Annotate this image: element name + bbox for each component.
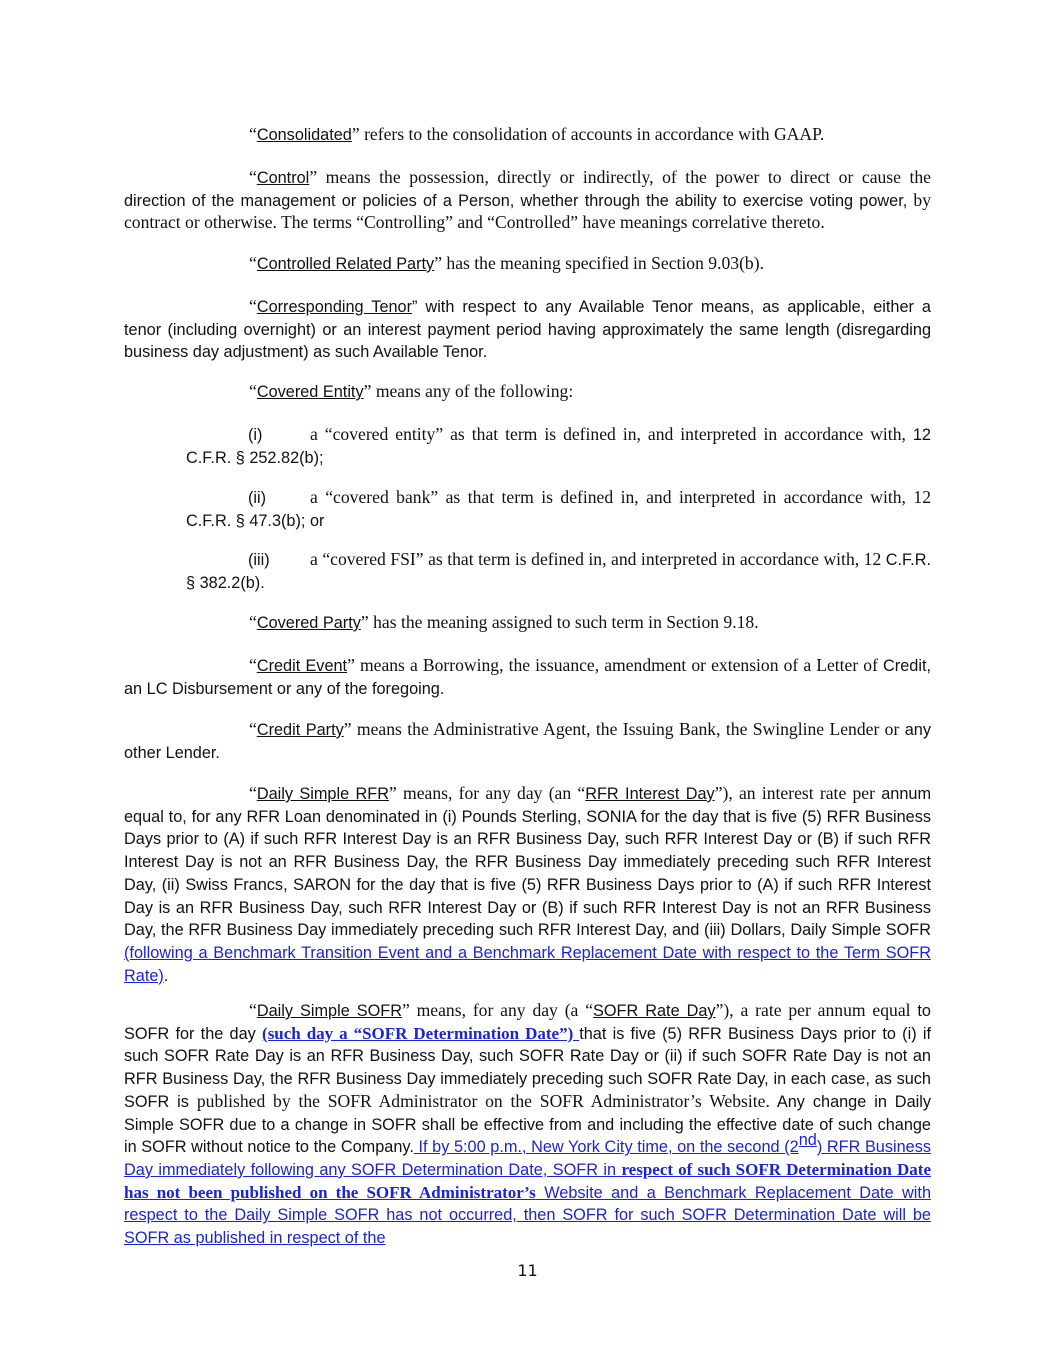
defined-term: Control <box>256 169 310 187</box>
inserted-text: If by 5:00 p.m., New York City time, on the second (2 <box>413 1138 799 1157</box>
inserted-text: (following a Benchmark Transition Event and a Benchmark Replacement Date with respect to the Term SOFR Rate) <box>124 943 931 985</box>
list-item-text: C.F.R. § 47.3(b); or <box>186 511 325 530</box>
definition-text: ”), an interest rate per <box>714 783 882 803</box>
defined-term: Consolidated <box>256 126 352 144</box>
definition-text: ” means, for any day (a “ <box>401 1000 594 1020</box>
definition-text: ”), a rate per annum equal <box>715 1000 918 1020</box>
list-item-text: a “covered FSI” as that term is defined in, and interpreted in accordance with, 12 <box>310 549 886 569</box>
list-item-text: 12 C.F.R. § 252.82(b); <box>186 426 931 467</box>
definition-controlled-related-party: “Controlled Related Party” has the meaning specified in Section 9.03(b). <box>249 253 764 273</box>
definition-control: “Control” means the possession, directly or indirectly, of the power to direct or cause the direction of the management or policies of a Person, whether through the ability to exercise voting power, by contract or otherwise. The terms “Controlling” and “Controlled” have meanings correlative thereto. <box>124 167 931 233</box>
definition-text: that is five (5) RFR Business Days prior to (i) if such SOFR Rate Day is an RFR Business Day, such SOFR Rate Day or (ii) if such SOFR Rate Day is not an RFR Business Day, the RFR Business Day immediately preceding such SOFR Rate Day, in each case, as such SOFR is <box>124 1024 931 1111</box>
definition-text: published by the SOFR Administrator on the SOFR Administrator’s Website. <box>196 1090 770 1111</box>
definition-text: ” has the meaning assigned to such term in Section 9.18. <box>360 612 759 632</box>
definition-text: ” means the Administrative Agent, the Issuing Bank, the Swingline Lender or <box>343 719 905 739</box>
defined-term: Covered Party <box>256 614 361 632</box>
definition-text: to SOFR for the day <box>124 1002 931 1043</box>
definition-corresponding-tenor: “Corresponding Tenor” with respect to any Available Tenor means, as applicable, either a tenor (including overnight) or an interest payment period having approximately the same length (disregarding business day adjustment) as such Available Tenor. <box>124 296 931 362</box>
definition-credit-party: “Credit Party” means the Administrative Agent, the Issuing Bank, the Swingline Lender or any other Lender. <box>124 719 931 762</box>
definition-text: Any change in Daily Simple SOFR due to a change in SOFR shall be effective from and including the effective date of such change in SOFR without notice to the Company. <box>124 1092 931 1157</box>
defined-term: Credit Event <box>256 657 348 675</box>
defined-term: RFR Interest Day <box>585 785 715 803</box>
defined-term: Credit Party <box>256 721 344 739</box>
definition-text: ” means the possession, directly or indirectly, of the power to direct or cause the <box>309 167 931 187</box>
list-item-text: a “covered bank” as that term is defined in, and interpreted in accordance with, 12 <box>310 487 931 507</box>
definition-consolidated: “Consolidated” refers to the consolidation of accounts in accordance with GAAP. <box>249 124 825 144</box>
definition-text: Credit, an LC Disbursement or any of the foregoing. <box>124 657 931 698</box>
page-number: 11 <box>517 1261 538 1280</box>
definition-text: ” means any of the following: <box>363 381 574 401</box>
definition-text: any other Lender. <box>124 721 931 762</box>
definition-daily-simple-rfr: “Daily Simple RFR” means, for any day (an “RFR Interest Day”), an interest rate per annum equal to, for any RFR Loan denominated in (i) Pounds Sterling, SONIA for the day that is five (5) RFR Business Days prior to (A) if such RFR Interest Day is an RFR Business Day, such RFR Interest Day or (B) if such RFR Interest Day is not an RFR Business Day, the RFR Business Day immediately preceding such RFR Interest Day, (ii) Swiss Francs, SARON for the day that is five (5) RFR Business Days prior to (A) if such RFR Interest Day is an RFR Business Day, such RFR Interest Day or (B) if such RFR Interest Day is not an RFR Business Day, the RFR Business Day immediately preceding such RFR Interest Day, and (iii) Dollars, Daily Simple SOFR (following a Benchmark Transition Event and a Benchmark Replacement Date with respect to the Term SOFR Rate). <box>124 783 932 985</box>
definition-text: ” means a Borrowing, the issuance, amendment or extension of a Letter of <box>347 655 884 675</box>
definition-text: by contract or otherwise. The terms “Controlling” and “Controlled” have meanings correlative thereto. <box>124 189 931 233</box>
definition-text: annum equal to, for any RFR Loan denominated in (i) Pounds Sterling, SONIA for the day that is five (5) RFR Business Days prior to (A) if such RFR Interest Day is an RFR Business Day, such RFR Interest Day or (B) if such RFR Interest Day is not an RFR Business Day, the RFR Business Day immediately preceding such RFR Interest Day, (ii) Swiss Francs, SARON for the day that is five (5) RFR Business Days prior to (A) if such RFR Interest Day is an RFR Business Day, such RFR Interest Day or (B) if such RFR Interest Day is not an RFR Business Day, the RFR Business Day immediately preceding such RFR Interest Day, and (iii) Dollars, Daily Simple SOFR <box>124 785 932 940</box>
definition-text: ” refers to the consolidation of accounts in accordance with GAAP. <box>351 124 825 144</box>
list-marker: (iii) <box>248 551 270 569</box>
inserted-text: ) RFR Business Day immediately following any SOFR Determination Date, SOFR in <box>124 1138 932 1179</box>
definition-text: . <box>163 966 169 985</box>
list-item <box>186 487 931 532</box>
defined-term: Corresponding Tenor <box>256 298 413 316</box>
defined-term: Daily Simple SOFR <box>256 1002 402 1020</box>
list-marker: (ii) <box>248 489 267 507</box>
inserted-superscript: nd <box>798 1131 817 1150</box>
defined-term: Covered Entity <box>256 383 364 401</box>
list-item <box>186 549 931 594</box>
definition-credit-event: “Credit Event” means a Borrowing, the issuance, amendment or extension of a Letter of Credit, an LC Disbursement or any of the foregoing. <box>124 655 931 698</box>
list-marker: (i) <box>248 426 263 444</box>
defined-term: Controlled Related Party <box>256 255 435 273</box>
inserted-text: (such day a “SOFR Determination Date”) <box>262 1023 580 1043</box>
defined-term: Daily Simple RFR <box>256 785 389 803</box>
definition-text: ” has the meaning specified in Section 9.03(b). <box>434 253 764 273</box>
list-item-text: a “covered entity” as that term is defined in, and interpreted in accordance with, <box>310 424 913 444</box>
definition-text: ” means, for any day (an “ <box>388 783 586 803</box>
inserted-text: respect of such SOFR Determination Date has not been published on the SOFR Administrator’s <box>124 1159 931 1202</box>
inserted-text: Website and a Benchmark Replacement Date with respect to the Daily Simple SOFR has not occurred, then SOFR for such SOFR Determination Date will be SOFR as published in respect of the <box>124 1183 931 1248</box>
definition-covered-party: “Covered Party” has the meaning assigned to such term in Section 9.18. <box>249 612 759 632</box>
list-item-text: C.F.R. § 382.2(b). <box>186 551 931 592</box>
definition-text: ” with respect to any Available Tenor means, as applicable, either a tenor (including overnight) or an interest payment period having approximately the same length (disregarding business day adjustment) as such Available Tenor. <box>124 298 931 362</box>
list-item <box>186 424 931 469</box>
definition-text: direction of the management or policies of a Person, whether through the ability to exercise voting power, <box>124 191 908 210</box>
definition-daily-simple-sofr: “Daily Simple SOFR” means, for any day (a “SOFR Rate Day”), a rate per annum equal to SOFR for the day (such day a “SOFR Determination Date”) that is five (5) RFR Business Days prior to (i) if such SOFR Rate Day is an RFR Business Day, such SOFR Rate Day or (ii) if such SOFR Rate Day is not an RFR Business Day, the RFR Business Day immediately preceding such SOFR Rate Day, in each case, as such SOFR is published by the SOFR Administrator on the SOFR Administrator’s Website. Any change in Daily Simple SOFR due to a change in SOFR shall be effective from and including the effective date of such change in SOFR without notice to the Company. If by 5:00 p.m., New York City time, on the second (2nd) RFR Business Day immediately following any SOFR Determination Date, SOFR in respect of such SOFR Determination Date has not been published on the SOFR Administrator’s Website and a Benchmark Replacement Date with respect to the Daily Simple SOFR has not occurred, then SOFR for such SOFR Determination Date will be SOFR as published in respect of the <box>124 1000 932 1248</box>
defined-term: SOFR Rate Day <box>593 1002 716 1020</box>
definition-covered-entity: “Covered Entity” means any of the following: <box>249 381 574 401</box>
